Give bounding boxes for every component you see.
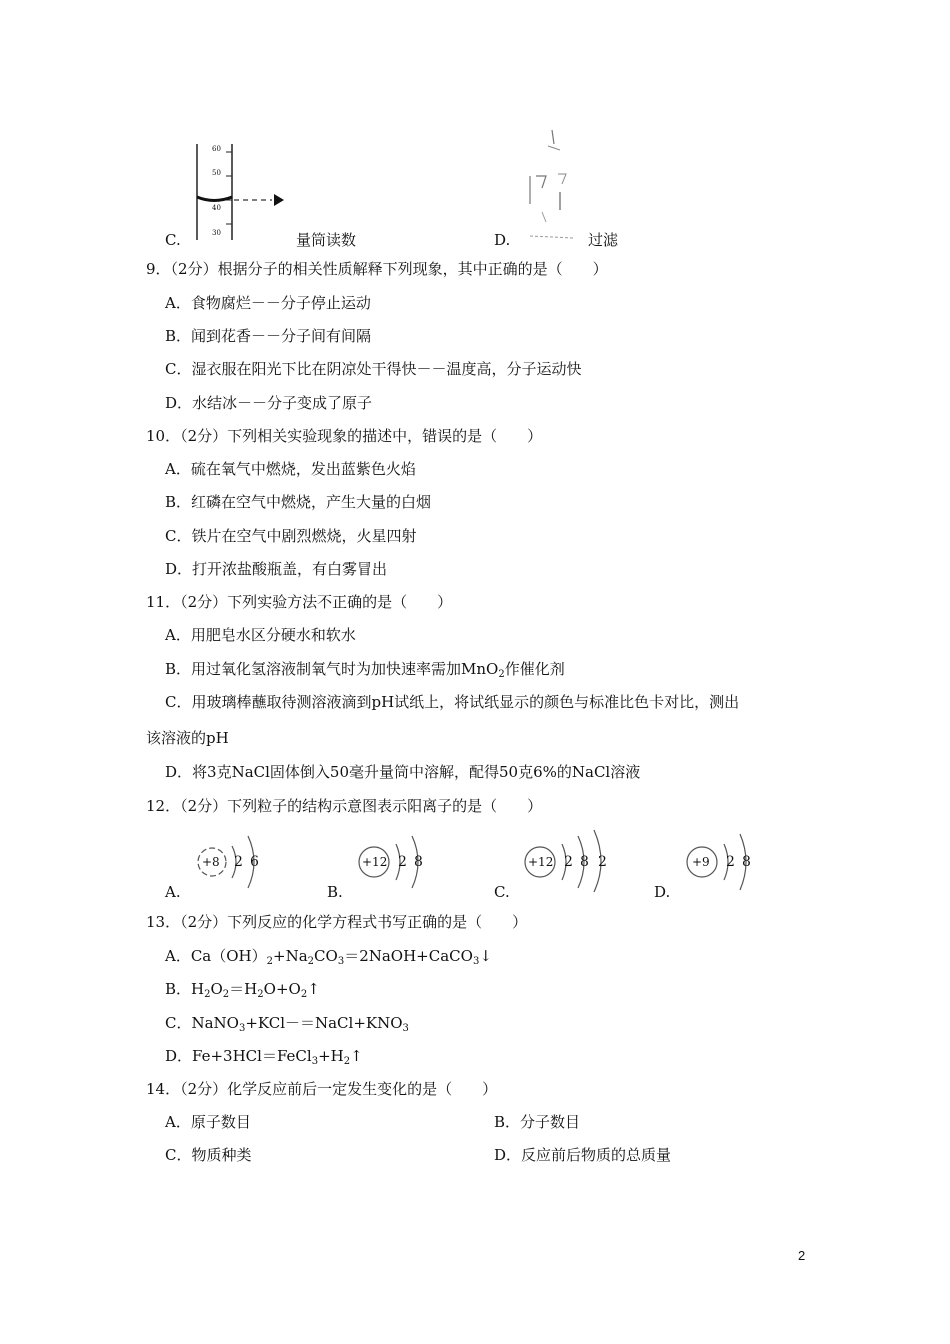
q12-option-d-letter: D. xyxy=(654,883,671,901)
q13-option-b xyxy=(165,979,320,999)
q13-a-s3: 3 xyxy=(337,956,345,967)
atom-a-shell-2: 6 xyxy=(250,854,259,870)
cylinder-label-60: 60 xyxy=(212,145,221,153)
q10-option-c: C．铁片在空气中剧烈燃烧，火星四射 xyxy=(165,527,417,545)
q8-option-d-letter: D. xyxy=(494,231,511,249)
cylinder-label-30: 30 xyxy=(212,229,221,237)
q10-option-b: B．红磷在空气中燃烧，产生大量的白烟 xyxy=(165,493,432,511)
atom-diagram-d xyxy=(684,828,764,894)
atom-diagram-a xyxy=(194,832,274,892)
q11-option-c-line2: 该溶液的pH xyxy=(146,729,229,747)
q14-stem: 14．（2分）化学反应前后一定发生变化的是（ ） xyxy=(146,1080,498,1098)
q10-stem: 10．（2分）下列相关实验现象的描述中，错误的是（ ） xyxy=(146,427,543,445)
cylinder-label-40: 40 xyxy=(212,204,221,212)
q13-a-p4: ＝2NaOH+CaCO xyxy=(344,947,473,965)
q11-option-b-sub: 2 xyxy=(498,669,505,680)
atom-c-shell-3: 2 xyxy=(598,854,607,870)
q11-option-a: A．用肥皂水区分硬水和软水 xyxy=(165,626,356,644)
q13-c-p2: +KCl－＝NaCl+KNO xyxy=(245,1014,403,1032)
q13-a-s1: 2 xyxy=(266,956,274,967)
q14-option-d: D．反应前后物质的总质量 xyxy=(494,1146,672,1164)
q13-d-s1: 3 xyxy=(311,1056,319,1067)
q11-stem: 11．（2分）下列实验方法不正确的是（ ） xyxy=(146,593,453,611)
q14-option-b: B．分子数目 xyxy=(494,1113,581,1131)
cylinder-label-50: 50 xyxy=(212,169,221,177)
q14-option-a: A．原子数目 xyxy=(165,1113,251,1131)
atom-b-shell-1: 2 xyxy=(398,854,407,870)
q13-a-p3: CO xyxy=(314,947,338,965)
q8-option-d-caption: 过滤 xyxy=(588,231,619,249)
q13-stem: 13．（2分）下列反应的化学方程式书写正确的是（ ） xyxy=(146,913,528,931)
atom-diagram-c xyxy=(522,828,622,894)
q13-option-d xyxy=(165,1046,363,1066)
q9-stem: 9．（2分）根据分子的相关性质解释下列现象，其中正确的是（ ） xyxy=(146,260,608,278)
atom-diagram-b xyxy=(356,832,436,892)
atom-d-nucleus: +9 xyxy=(692,855,710,869)
q8-option-c-letter: C. xyxy=(165,231,181,249)
q13-b-s4: 2 xyxy=(300,989,308,1000)
q13-b-p1: B．H xyxy=(165,980,205,998)
q9-option-a: A．食物腐烂－－分子停止运动 xyxy=(165,294,371,312)
q13-c-s2: 3 xyxy=(402,1023,409,1034)
atom-b-shell-2: 8 xyxy=(414,854,423,870)
q13-option-a xyxy=(165,946,492,966)
filtration-figure xyxy=(516,124,586,244)
q14-option-c: C．物质种类 xyxy=(165,1146,252,1164)
graduated-cylinder-figure xyxy=(190,142,290,242)
q13-b-s2: 2 xyxy=(222,989,230,1000)
q13-b-s3: 2 xyxy=(257,989,264,1000)
q13-d-s2: 2 xyxy=(343,1056,351,1067)
q11-option-d: D．将3克NaCl固体倒入50毫升量筒中溶解，配得50克6%的NaCl溶液 xyxy=(165,763,641,781)
atom-d-shell-1: 2 xyxy=(726,854,735,870)
atom-d-shell-2: 8 xyxy=(742,854,751,870)
q12-stem: 12．（2分）下列粒子的结构示意图表示阳离子的是（ ） xyxy=(146,797,543,815)
q13-a-p2: +Na xyxy=(273,947,308,965)
q13-a-s2: 2 xyxy=(307,956,315,967)
q8-option-c-caption: 量筒读数 xyxy=(296,231,357,249)
q13-b-p3: ＝H xyxy=(229,980,258,998)
atom-b-nucleus: +12 xyxy=(362,855,388,869)
atom-c-shell-2: 8 xyxy=(580,854,589,870)
q12-option-b-letter: B. xyxy=(327,883,343,901)
q12-option-c-letter: C. xyxy=(494,883,510,901)
q10-option-d: D．打开浓盐酸瓶盖，有白雾冒出 xyxy=(165,560,388,578)
atom-a-shell-1: 2 xyxy=(234,854,243,870)
q9-option-d: D．水结冰－－分子变成了原子 xyxy=(165,394,373,412)
q12-option-a-letter: A. xyxy=(165,883,181,901)
q13-b-p5: ↑ xyxy=(307,980,320,998)
q11-option-c-line1: C．用玻璃棒蘸取待测溶液滴到pH试纸上，将试纸显示的颜色与标准比色卡对比，测出 xyxy=(165,693,740,711)
q13-a-p5: ↓ xyxy=(479,947,492,965)
q13-c-p1: C．NaNO xyxy=(165,1014,239,1032)
q11-option-b xyxy=(165,659,565,679)
q11-option-b-pre: B．用过氧化氢溶液制氧气时为加快速率需加MnO xyxy=(165,660,499,678)
q13-option-c xyxy=(165,1013,409,1033)
q10-option-a: A．硫在氧气中燃烧，发出蓝紫色火焰 xyxy=(165,460,416,478)
q13-b-p4: O+O xyxy=(263,980,301,998)
q13-b-p2: O xyxy=(210,980,223,998)
q13-d-p2: +H xyxy=(318,1047,344,1065)
atom-a-nucleus: +8 xyxy=(202,855,220,869)
q9-option-b: B．闻到花香－－分子间有间隔 xyxy=(165,327,372,345)
q9-option-c: C．湿衣服在阳光下比在阴凉处干得快－－温度高，分子运动快 xyxy=(165,360,582,378)
q13-c-s1: 3 xyxy=(238,1023,246,1034)
q13-d-p1: D．Fe+3HCl＝FeCl xyxy=(165,1047,312,1065)
atom-c-shell-1: 2 xyxy=(564,854,573,870)
page-number: 2 xyxy=(798,1248,806,1263)
atom-c-nucleus: +12 xyxy=(528,855,554,869)
q13-d-p3: ↑ xyxy=(350,1047,363,1065)
q13-b-s1: 2 xyxy=(204,989,211,1000)
q13-a-s4: 3 xyxy=(472,956,480,967)
q11-option-b-post: 作催化剂 xyxy=(504,660,565,678)
q13-a-p1: A．Ca（OH） xyxy=(165,947,267,965)
